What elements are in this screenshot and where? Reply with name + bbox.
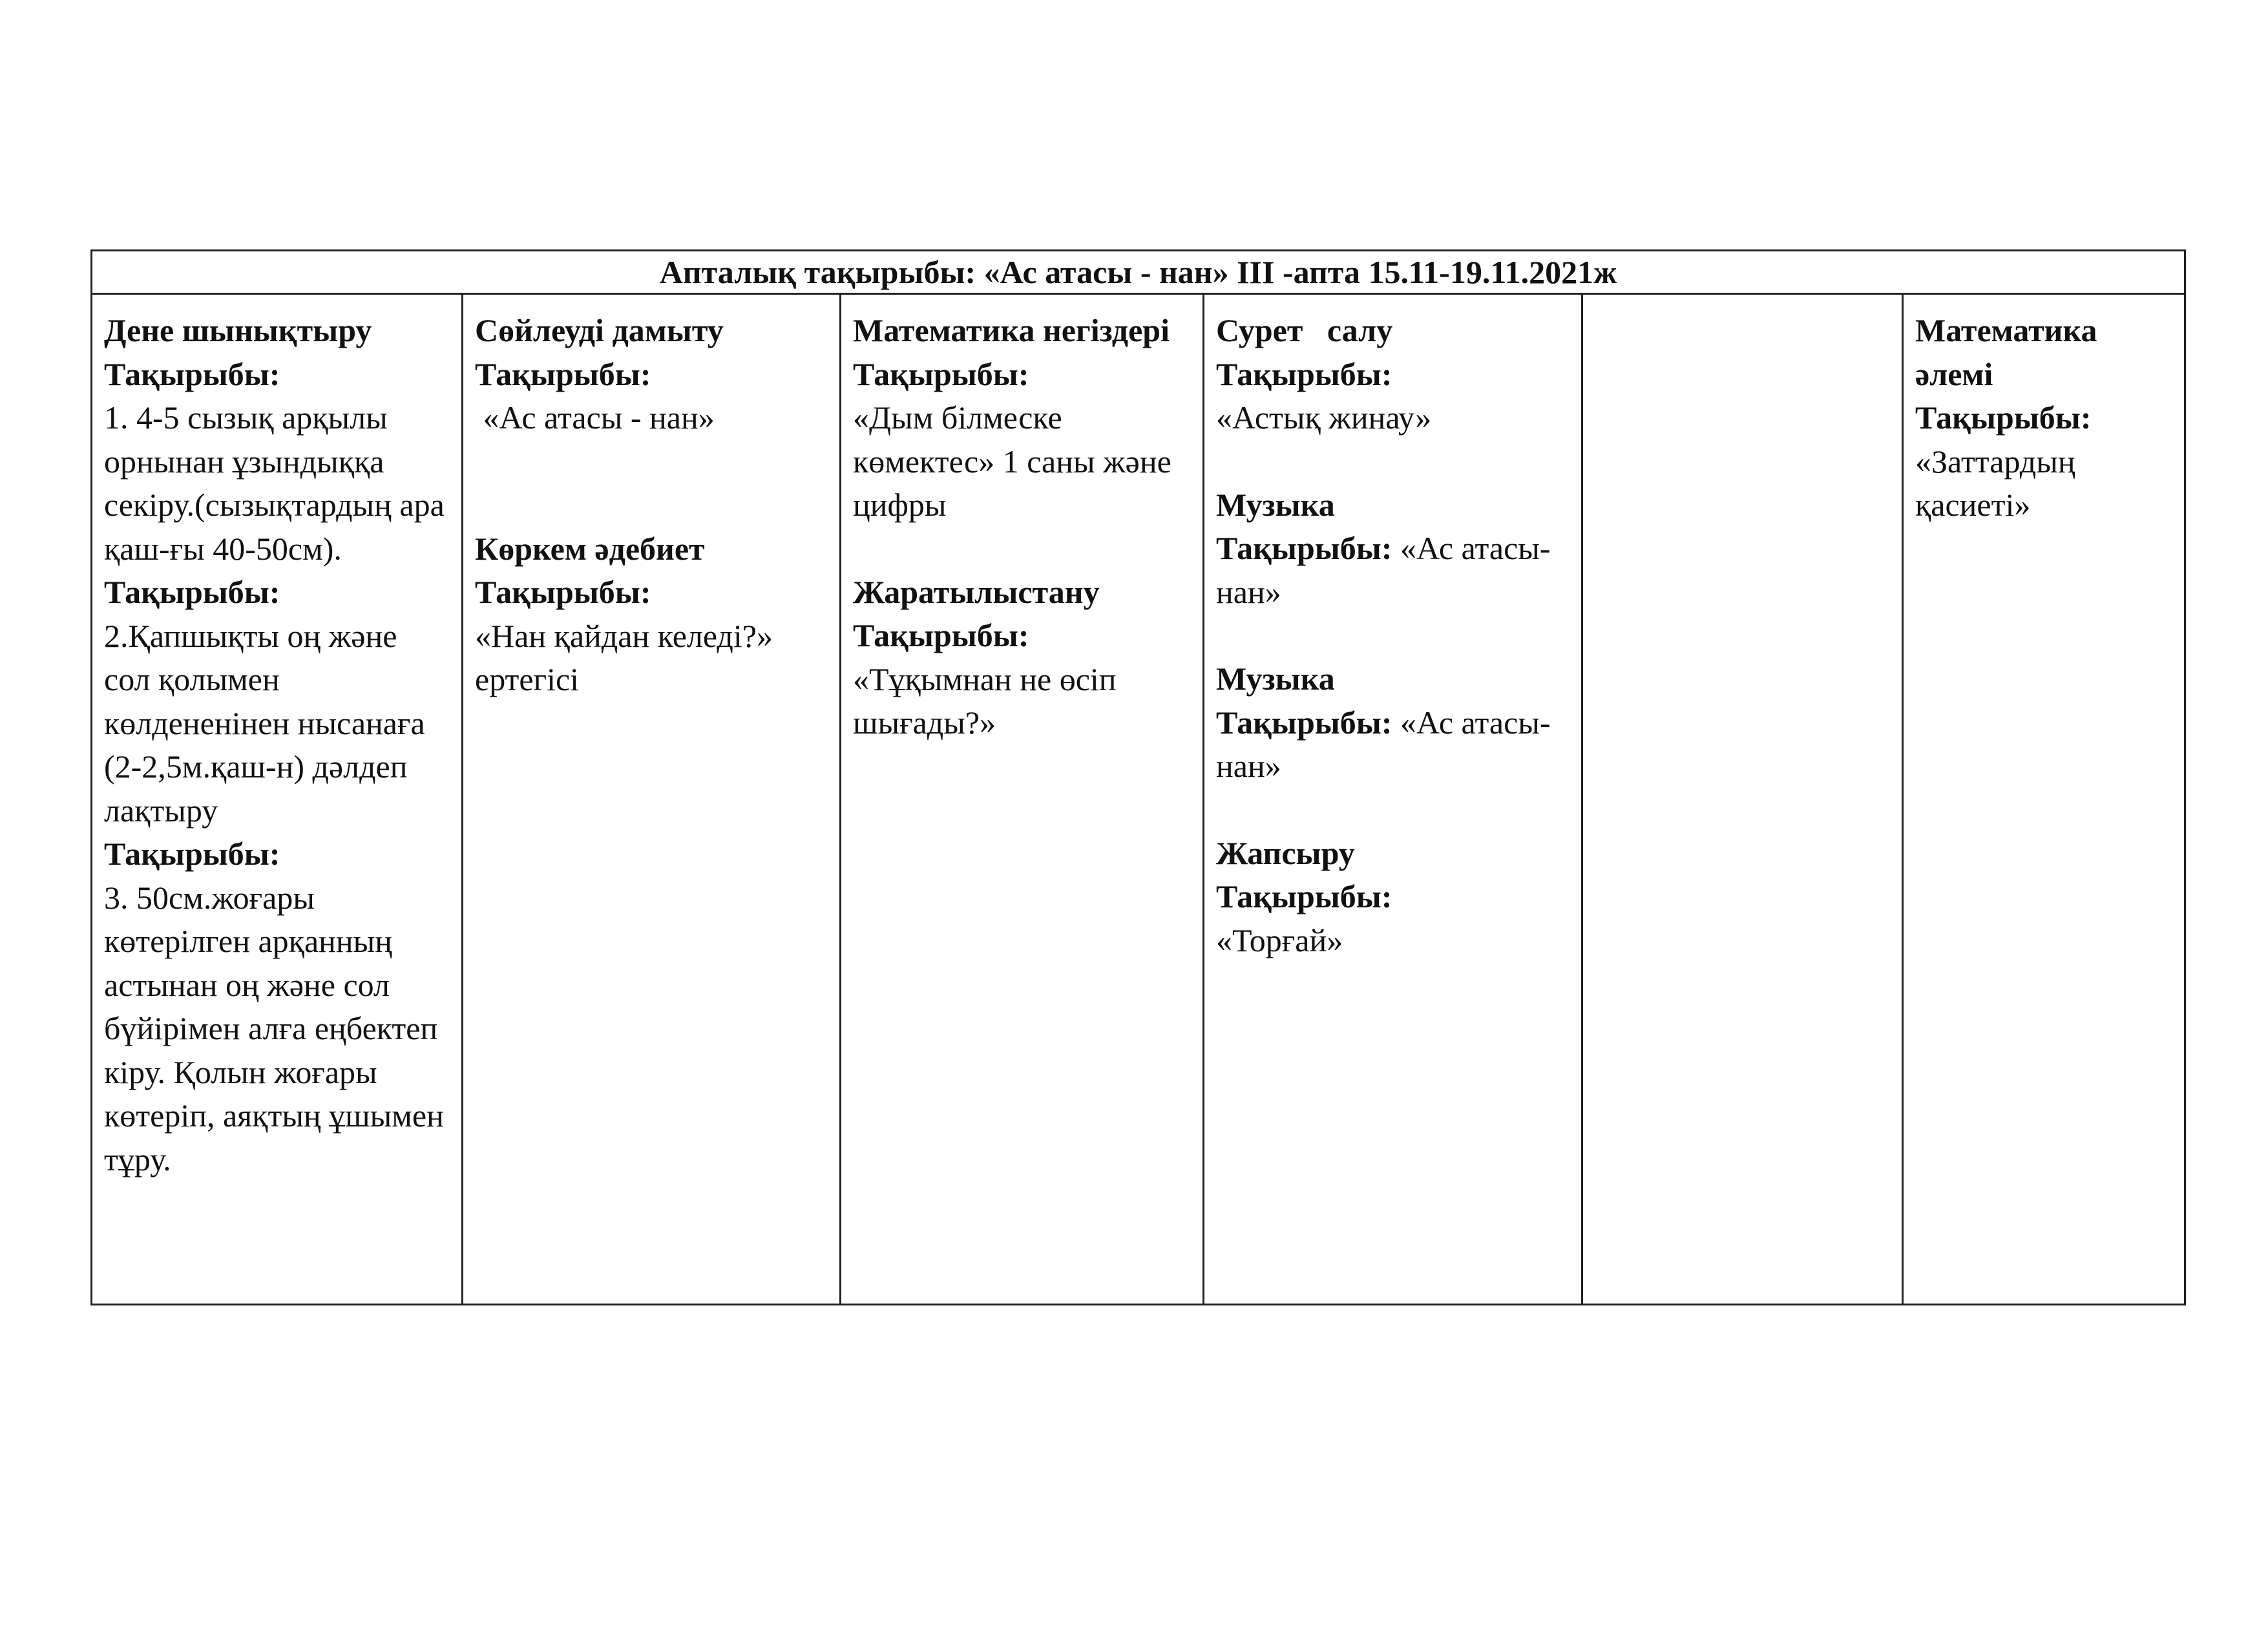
spacer — [1216, 788, 1571, 832]
topic-label: Тақырыбы: — [475, 355, 651, 392]
topic-text: «Нан қайдан келеді?» ертегісі — [475, 617, 773, 697]
subject-heading: Математика әлемі — [1915, 312, 2097, 392]
subject-heading: Музыка — [1216, 486, 1335, 523]
topic-label: Тақырыбы: — [1216, 704, 1392, 741]
subject-heading: Жаратылыстану — [853, 573, 1100, 610]
topic-text: «Тұқымнан не өсіп шығады?» — [853, 660, 1117, 741]
topic-label: Тақырыбы: — [104, 574, 280, 610]
topic-label: Тақырыбы: — [853, 355, 1029, 392]
topic-text: 1. 4-5 сызық арқылы орнынан ұзындыққа секіру.(сызықтардың ара қаш-ғы 40-50см). — [104, 399, 445, 567]
spacer — [1216, 440, 1571, 483]
column-physical-education — [92, 294, 463, 1305]
topic-line — [1216, 701, 1571, 788]
subject-heading: Математика негіздері — [853, 312, 1170, 348]
topic-label: Тақырыбы: — [475, 574, 651, 610]
subject-heading: Сөйлеуді дамыту — [475, 312, 724, 348]
column-math-world — [1903, 294, 2185, 1305]
subject-heading: Сурет салу — [1216, 312, 1393, 348]
topic-text: «Ас атасы - нан» — [475, 399, 715, 436]
subject-heading: Көркем әдебиет — [475, 530, 705, 567]
column-speech-literature — [463, 294, 841, 1305]
column-arts-music — [1204, 294, 1582, 1305]
week-title: Апталық тақырыбы: «Ас атасы - нан» III -апта 15.11-19.11.2021ж — [92, 251, 2185, 294]
topic-text: «Астық жинау» — [1216, 399, 1432, 436]
content-row — [92, 294, 2185, 1305]
topic-label: Тақырыбы: — [1216, 355, 1392, 392]
subject-heading: Дене шынықтыру — [104, 312, 372, 348]
column-empty — [1582, 294, 1903, 1305]
topic-text: «Торғай» — [1216, 922, 1343, 958]
spacer — [1216, 614, 1571, 657]
topic-line — [1216, 527, 1571, 614]
title-row — [92, 251, 2185, 294]
topic-text: 2.Қапшықты оң және сол қолымен көлдененінен нысанаға (2-2,5м.қаш-н) дәлдеп лақтыру — [104, 617, 425, 829]
topic-label: Тақырыбы: — [104, 836, 280, 872]
topic-text: 3. 50см.жоғары көтерілген арқанның астынан оң және сол бүйірімен алға еңбектеп кіру. Қолын жоғары көтеріп, аяқтың ұшымен тұру. — [104, 879, 444, 1178]
topic-text: «Ас атасы- нан» — [1216, 530, 1551, 610]
subject-heading: Жапсыру — [1216, 834, 1355, 871]
topic-label: Тақырыбы: — [1216, 878, 1392, 914]
topic-text: «Дым білмеске көмектес» 1 саны және цифры — [853, 399, 1171, 523]
topic-label: Тақырыбы: — [104, 355, 280, 392]
column-math-science — [841, 294, 1204, 1305]
topic-label: Тақырыбы: — [853, 617, 1029, 653]
topic-label: Тақырыбы: — [1216, 530, 1392, 566]
weekly-plan-table — [90, 249, 2186, 1305]
spacer — [853, 527, 1192, 571]
subject-heading: Музыка — [1216, 660, 1335, 697]
spacer — [475, 440, 829, 527]
topic-label: Тақырыбы: — [1915, 399, 2092, 436]
topic-text: «Заттардың қасиеті» — [1915, 443, 2075, 523]
topic-text: «Ас атасы- нан» — [1216, 704, 1551, 784]
